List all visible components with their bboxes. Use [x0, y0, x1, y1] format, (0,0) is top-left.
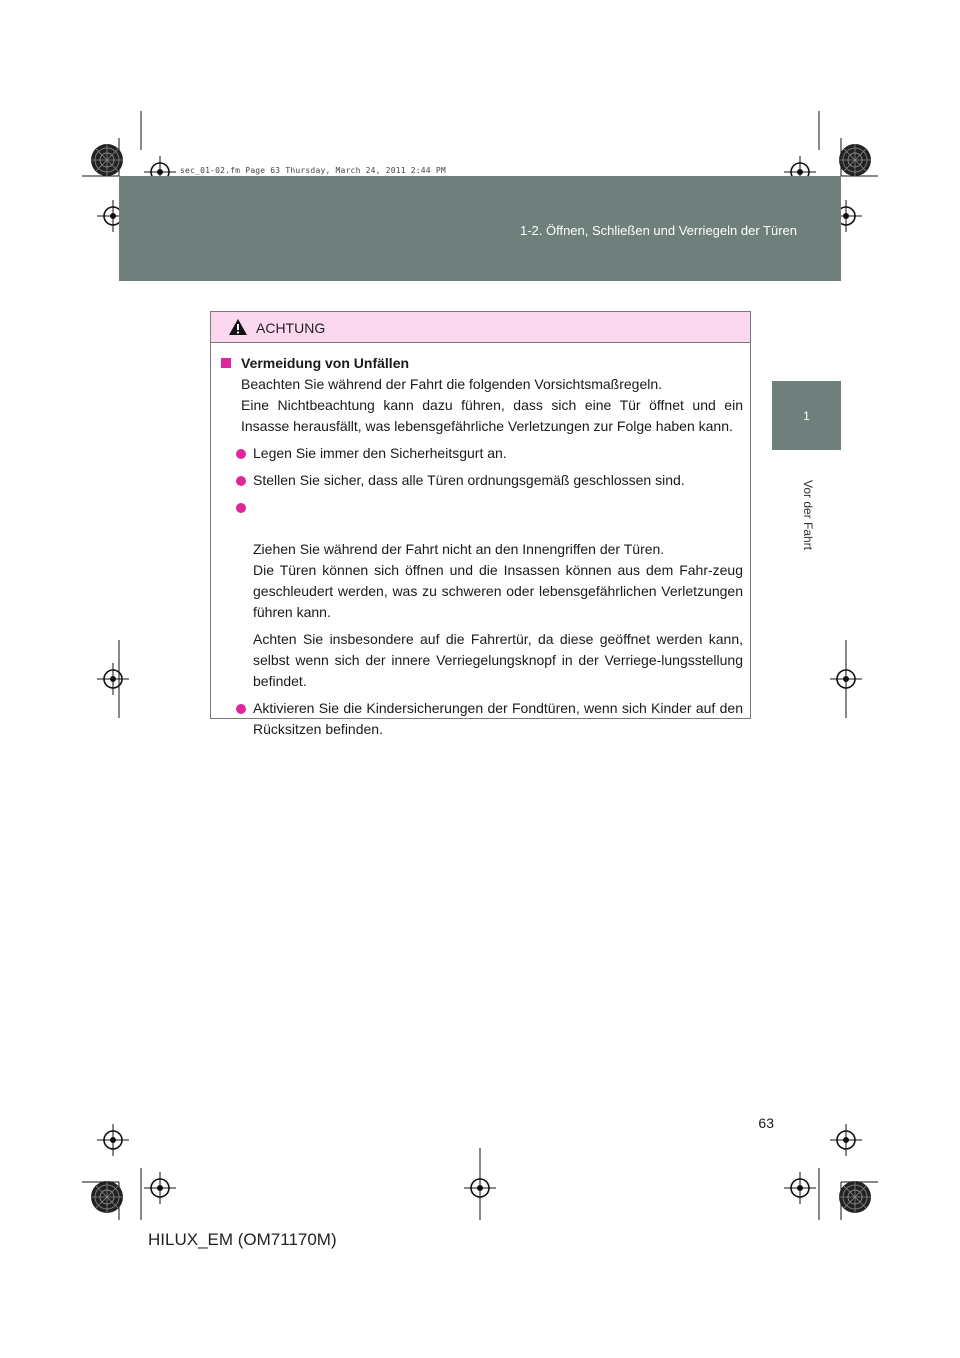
bullet-item — [221, 443, 743, 464]
square-bullet-icon — [221, 358, 231, 368]
file-stamp: sec_01-02.fm Page 63 Thursday, March 24, 2011 2:44 PM — [180, 166, 446, 175]
bullet-text: Aktivieren Sie die Kindersicherungen der Fondtüren, wenn sich Kinder auf den Rücksitzen befinden. — [253, 700, 743, 737]
round-bullet-icon — [236, 704, 246, 714]
round-bullet-icon — [236, 476, 246, 486]
warning-heading-text: Vermeidung von Unfällen — [241, 355, 410, 371]
bullet-item — [221, 470, 743, 491]
warning-heading — [221, 353, 743, 374]
warning-header — [211, 312, 750, 343]
footer-model-code: HILUX_EM (OM71170M) — [148, 1230, 337, 1249]
chapter-label-text: Vor der Fahrt — [801, 479, 815, 551]
round-bullet-icon — [236, 503, 246, 513]
bullet-item — [221, 698, 743, 740]
chapter-label — [798, 455, 818, 575]
warning-box — [210, 311, 751, 737]
chapter-tab — [772, 381, 841, 450]
warning-title: ACHTUNG — [256, 320, 326, 336]
bullet-text: Legen Sie immer den Sicherheitsgurt an. — [253, 445, 507, 461]
bullet-item — [221, 497, 743, 623]
round-bullet-icon — [236, 449, 246, 459]
bullet-sub-note: Achten Sie insbesondere auf die Fahrertür, da diese geöffnet werden kann, selbst wenn sich der innere Verriegelungsknopf in der Verriege-lungsstellung befindet. — [253, 631, 743, 689]
page-number: 63 — [758, 1115, 774, 1131]
header-band — [119, 176, 841, 281]
section-title: 1-2. Öffnen, Schließen und Verriegeln der Türen — [519, 223, 797, 238]
warning-body — [211, 343, 750, 740]
bullet-text: Ziehen Sie während der Fahrt nicht an den Innengriffen der Türen. Die Türen können sich öffnen und die Insassen können aus dem Fahr-zeug geschleudert werden, was zu schweren oder lebensgefährlichen Verletzungen führen kann. — [253, 541, 743, 620]
warning-triangle-icon — [228, 318, 248, 336]
warning-intro: Beachten Sie während der Fahrt die folgenden Vorsichtsmaßregeln. Eine Nichtbeachtung kann dazu führen, dass sich eine Tür öffnet und ein Insasse herausfällt, was lebensgefährliche Verletzungen zur Folge haben kann. — [241, 376, 743, 434]
chapter-number: 1 — [803, 409, 810, 423]
bullet-text: Stellen Sie sicher, dass alle Türen ordnungsgemäß geschlossen sind. — [253, 472, 685, 488]
